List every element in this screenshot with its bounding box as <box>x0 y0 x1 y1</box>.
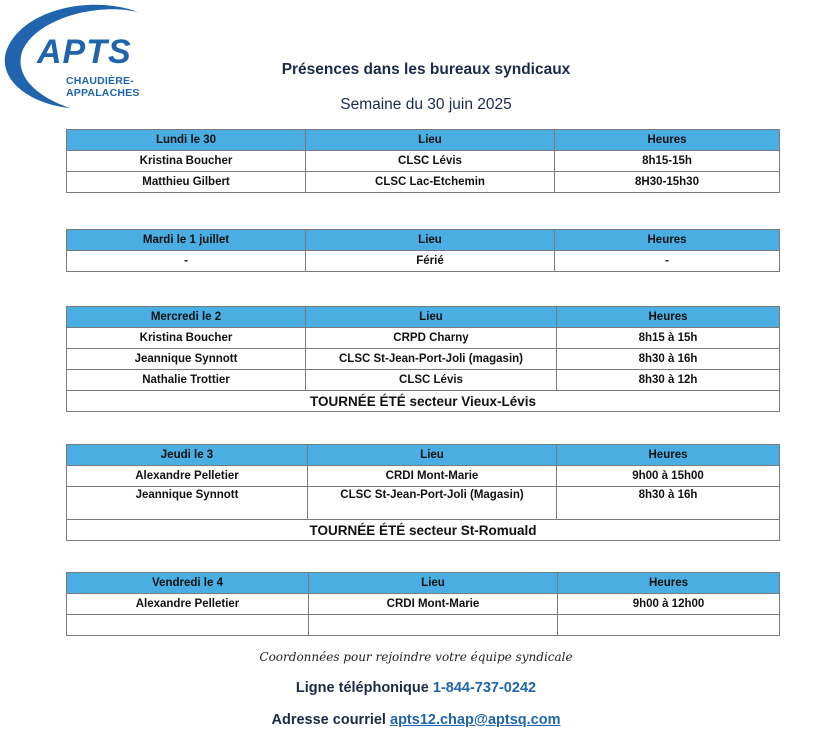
cell-place: CLSC St-Jean-Port-Joli (magasin) <box>306 349 557 370</box>
header-lieu: Lieu <box>306 307 557 328</box>
table-header-row <box>67 307 780 328</box>
cell-person: Jeannique Synnott <box>67 349 306 370</box>
header-day: Mardi le 1 juillet <box>67 230 306 251</box>
cell-place: Férié <box>306 251 555 272</box>
cell-hours: 8H30-15h30 <box>555 172 780 193</box>
schedule-table-wednesday <box>66 306 780 412</box>
table-row <box>67 251 780 272</box>
logo-apts-text: APTS <box>37 33 132 71</box>
contact-intro: Coordonnées pour rejoindre votre équipe syndicale <box>259 650 573 664</box>
cell-hours: - <box>555 251 780 272</box>
cell-place: CRDI Mont-Marie <box>308 466 557 487</box>
phone-line <box>0 680 832 696</box>
header-heures: Heures <box>555 230 780 251</box>
email-link[interactable]: apts12.chap@aptsq.com <box>390 712 561 728</box>
cell-place: CLSC Lac-Etchemin <box>306 172 555 193</box>
table-row <box>67 615 780 636</box>
header-day: Mercredi le 2 <box>67 307 306 328</box>
header-lieu: Lieu <box>306 130 555 151</box>
header-heures: Heures <box>558 573 780 594</box>
table-row <box>67 328 780 349</box>
table-row <box>67 349 780 370</box>
page-subtitle: Semaine du 30 juin 2025 <box>340 96 512 113</box>
tour-row <box>67 391 780 412</box>
schedule-table-monday <box>66 129 780 193</box>
cell-place <box>309 615 558 636</box>
cell-person: - <box>67 251 306 272</box>
cell-person: Matthieu Gilbert <box>67 172 306 193</box>
table-header-row <box>67 573 780 594</box>
tour-banner: TOURNÉE ÉTÉ secteur St-Romuald <box>67 520 780 541</box>
cell-person: Kristina Boucher <box>67 328 306 349</box>
cell-hours <box>558 615 780 636</box>
header-day: Lundi le 30 <box>67 130 306 151</box>
schedule-table-friday <box>66 572 780 636</box>
cell-hours: 8h30 à 12h <box>557 370 780 391</box>
cell-hours: 9h00 à 12h00 <box>558 594 780 615</box>
table-row <box>67 151 780 172</box>
cell-hours: 8h15 à 15h <box>557 328 780 349</box>
table-header-row <box>67 130 780 151</box>
table-row <box>67 370 780 391</box>
table-row <box>67 594 780 615</box>
email-line <box>0 712 832 728</box>
cell-place: CLSC St-Jean-Port-Joli (Magasin) <box>308 487 557 520</box>
header-lieu: Lieu <box>306 230 555 251</box>
schedule-table-tuesday <box>66 229 780 272</box>
header-day: Jeudi le 3 <box>67 445 308 466</box>
phone-number[interactable]: 1-844-737-0242 <box>432 680 537 696</box>
phone-label: Ligne téléphonique <box>295 680 429 696</box>
cell-person <box>67 615 309 636</box>
header-heures: Heures <box>555 130 780 151</box>
cell-hours: 8h30 à 16h <box>557 349 780 370</box>
cell-person: Kristina Boucher <box>67 151 306 172</box>
cell-person: Alexandre Pelletier <box>67 466 308 487</box>
cell-hours: 8h30 à 16h <box>557 487 780 520</box>
cell-place: CLSC Lévis <box>306 151 555 172</box>
cell-person: Nathalie Trottier <box>67 370 306 391</box>
cell-place: CRPD Charny <box>306 328 557 349</box>
header-heures: Heures <box>557 307 780 328</box>
cell-hours: 9h00 à 15h00 <box>557 466 780 487</box>
cell-place: CLSC Lévis <box>306 370 557 391</box>
page-title: Présences dans les bureaux syndicaux <box>281 61 571 78</box>
tour-row <box>67 520 780 541</box>
cell-person: Jeannique Synnott <box>67 487 308 520</box>
cell-place: CRDI Mont-Marie <box>309 594 558 615</box>
table-row <box>67 172 780 193</box>
table-row <box>67 487 780 520</box>
schedule-table-thursday <box>66 444 780 541</box>
table-row <box>67 466 780 487</box>
header-lieu: Lieu <box>309 573 558 594</box>
table-header-row <box>67 445 780 466</box>
cell-person: Alexandre Pelletier <box>67 594 309 615</box>
cell-hours: 8h15-15h <box>555 151 780 172</box>
header-lieu: Lieu <box>308 445 557 466</box>
header-day: Vendredi le 4 <box>67 573 309 594</box>
logo-region-text: CHAUDIÈRE-APPALACHES <box>66 75 140 99</box>
email-label: Adresse courriel <box>271 712 386 728</box>
tour-banner: TOURNÉE ÉTÉ secteur Vieux-Lévis <box>67 391 780 412</box>
header-heures: Heures <box>557 445 780 466</box>
table-header-row <box>67 230 780 251</box>
